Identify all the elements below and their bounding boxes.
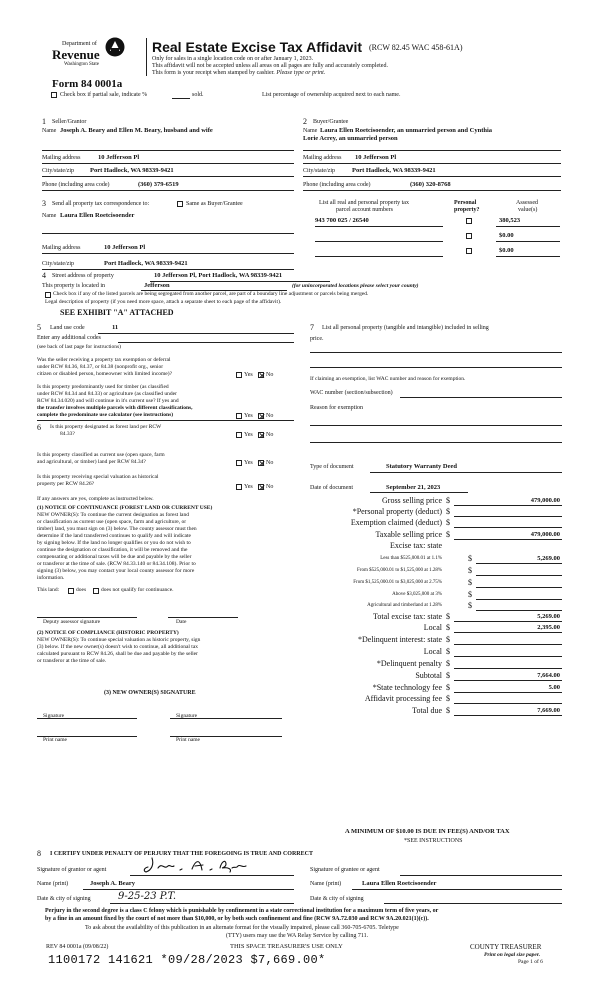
grantor-date-city[interactable]: 9-25-23 P.T. [118,891,177,902]
buyer-rule-3 [303,176,561,177]
tax-row-label: Gross selling price [382,496,442,505]
dollar-sign: $ [468,578,472,587]
tax-row-label: Above $3,025,000 at 3% [392,592,442,597]
parcel-col-header-2b: property? [454,207,480,213]
section-2-number: 2 [303,117,307,126]
parcel-col-header-3b: value(s) [518,207,538,213]
form-rcw: (RCW 82.45 WAC 458-61A) [369,43,463,52]
timber-yes-label: Yes [244,413,253,419]
grantor-handwritten-signature-icon [140,854,250,876]
dollar-sign: $ [446,530,450,539]
dollar-sign: $ [446,635,450,644]
same-as-buyer-label: Same as Buyer/Grantee [186,201,243,207]
land-use-code[interactable]: 11 [112,324,119,331]
grantee-signature-line [400,875,562,876]
reason-rule-1 [310,425,562,426]
tax-row-field-line [454,527,562,528]
historic-notice-text-3: calculated pursuant to RCW 84.26, shall be due and payable by the seller [37,651,198,657]
tax-row-field-line [476,610,562,611]
exemption-question-1a: Was the seller receiving a property tax exemption or deferral [37,357,171,363]
current-use-yes-label: Yes [244,460,253,466]
tax-row-value[interactable]: 479,000.00 [530,531,560,538]
tax-row-field-line [454,668,562,669]
exemption-question-1c: citizen or disabled person, homeowner with limited income)? [37,371,173,377]
section-8-number: 8 [37,849,41,858]
certify-heading: I CERTIFY UNDER PENALTY OF PERJURY THAT THE FOREGOING IS TRUE AND CORRECT [50,851,313,857]
document-date-rule [370,492,468,493]
tax-row-label: From $525,000.01 to $1,525,000 at 1.28% [357,568,442,573]
agency-dept-text: Department of [62,41,97,47]
forest-question-1b: 84.33? [60,431,75,437]
seller-mailing[interactable]: 10 Jefferson Pl [98,154,140,161]
partial-sale-checkbox[interactable] [51,92,57,98]
historic-notice-text-4: or transferor at the time of sale. [37,658,107,664]
form-note-3: This form is your receipt when stamped by cashier. Please type or print. [152,70,326,76]
located-in-county[interactable]: Jefferson [144,282,170,289]
seller-rule-4 [42,190,294,191]
current-use-question-a: Is this property classified as current use (open space, farm [37,452,165,458]
seller-rule-3 [42,176,294,177]
page-number: Page 1 of 6 [518,959,543,965]
wac-number-label: WAC number (section/subsection) [310,390,393,396]
seller-rule-1 [42,150,294,151]
document-date[interactable]: September 21, 2023 [386,484,441,491]
section-5-bottom-rule [37,420,294,421]
exemption-reason-label: Reason for exemption [310,405,363,411]
forest-yes-checkbox[interactable] [236,432,242,438]
buyer-city-label: City/state/zip [303,168,335,174]
continuance-text-3: timber) land, you must sign on (3) below. The county assessor must then [37,526,197,532]
section-7-number: 7 [310,323,314,332]
see-instructions-note: *SEE INSTRUCTIONS [404,838,463,844]
parcel-col-header-1b: parcel account numbers [336,207,393,213]
tax-row-value[interactable]: 5,269.00 [537,613,560,620]
partial-sale-field[interactable] [172,98,190,99]
buyer-city[interactable]: Port Hadlock, WA 98339-9421 [352,167,436,174]
corr-rule-3 [42,269,294,270]
tax-row-label: Local [423,623,442,632]
tax-row-label: Excise tax: state [390,541,442,550]
tax-row-value[interactable]: 479,000.00 [530,497,560,504]
buyer-name-line-2[interactable]: Lorie Acrey, an unmarried person [303,135,398,142]
grantor-date-city-label: Date & city of signing [37,896,91,902]
seller-heading: Seller/Grantor [52,119,87,125]
parcel-col-header-3a: Assessed [516,200,538,206]
street-address-label: Street address of property [52,273,114,279]
continuance-text-9: signing (3) below, you may contact your local county assessor for more [37,568,195,574]
form-note-1: Only for sales in a single location code on or after January 1, 2023. [152,56,314,62]
personal-property-checkbox-1[interactable] [466,218,472,224]
continuance-text-10: information. [37,575,65,581]
exemption-wac-note: If claiming an exemption, list WAC number and reason for exemption. [310,376,466,382]
grantee-printed-name[interactable]: Laura Ellen Roetcisoender [362,880,437,887]
agency-state: Washington State [64,62,100,67]
dollar-sign: $ [446,706,450,715]
tax-row-label: *Delinquent interest: state [358,635,442,644]
tax-row-field-line [454,505,562,506]
section-4-number: 4 [42,271,46,280]
located-in-label: This property is located in [42,283,105,289]
forest-no-checkbox[interactable] [258,432,264,438]
historic-yes-checkbox[interactable] [236,484,242,490]
header-divider [146,38,147,76]
continuance-text-6: continue the designation or classification, it will be removed and the [37,547,188,553]
buyer-name-label: Name [303,128,318,134]
grantee-date-city-label: Date & city of signing [310,896,364,902]
tax-row-value[interactable]: 2,395.00 [537,624,560,631]
additional-codes-rule [118,342,294,343]
current-use-question-b: and agricultural, or timber) land per RCW 84.34? [37,459,146,465]
dollar-sign: $ [446,496,450,505]
seller-city-label: City/state/zip [42,168,74,174]
deputy-date-label: Date [176,619,187,625]
parcel-account-number[interactable]: 943 700 025 / 26540 [315,217,369,224]
personal-property-label-1: List all personal property (tangible and intangible) included in selling [322,325,489,331]
dollar-sign: $ [446,694,450,703]
timber-no-label: No [266,413,274,419]
street-rule [150,281,330,282]
ownership-note: List percentage of ownership acquired next to each name. [262,92,401,98]
timber-question-b: under RCW 84.34 and 84.33) or agriculture (as classified under [37,391,177,397]
parcel-col-header-1a: List all real and personal property tax [319,200,409,206]
assessed-value-1[interactable]: 380,523 [499,217,521,224]
tax-row-field-line [454,632,562,633]
dollar-sign: $ [468,601,472,610]
timber-question-e: complete the predominate use calculator (see instructions) [37,412,174,418]
dollar-sign: $ [446,623,450,632]
correspondence-city-label: City/state/zip [42,261,74,267]
tax-row-label: *Delinquent penalty [376,659,442,668]
historic-question-a: Is this property receiving special valuation as historical [37,474,159,480]
continuance-text-8: or transferor at the time of sale. (RCW 84.33.140 or 84.34.108). Prior to [37,561,196,567]
grantee-name-rule [352,889,562,890]
personal-property-label-2: price. [310,336,324,342]
tax-row-field-line [454,692,562,693]
assessed-rule-2 [496,241,560,242]
correspondence-label: Send all property tax correspondence to: [52,201,150,207]
form-title: Real Estate Excise Tax Affidavit [152,39,363,55]
tax-row-field-line [454,539,562,540]
form-revision: REV 84 0001a (09/08/22) [46,944,109,950]
continuance-text-4: determine if the land transferred continues to qualify and will indicate [37,533,191,539]
section-5-number: 5 [37,323,41,332]
tax-row-field-line [476,587,562,588]
tax-row-label: Total excise tax: state [373,612,442,621]
corr-rule-2 [42,253,294,254]
tax-row-label: Subtotal [415,671,442,680]
form-note-2: This affidavit will not be accepted unless all areas on all pages are fully and accurately completed. [152,63,388,69]
exemption-question-1b: under RCW 84.36, 84.37, or 84.38 (nonprofit org., senior [37,364,164,370]
correspondence-city[interactable]: Port Hadlock, WA 98339-9421 [104,260,188,267]
forest-no-label: No [266,432,274,438]
this-land-label: This land: [37,587,60,593]
buyer-rule-1 [303,150,561,151]
assessed-rule-1 [496,226,560,227]
new-owner-signature-label-1: Signature [43,713,65,719]
continuance-text-7: compensating or additional taxes will be due and payable by the seller [37,554,192,560]
dollar-sign: $ [446,507,450,516]
dollar-sign: $ [446,671,450,680]
buyer-name-line-1[interactable]: Laura Ellen Roetcisoender, an unmarried person and Cynthia [320,127,493,134]
grantor-printed-name[interactable]: Joseph A. Beary [90,880,135,887]
continuance-heading: (1) NOTICE OF CONTINUANCE (FOREST LAND OR CURRENT USE) [37,505,213,511]
tax-row-field-line [454,680,562,681]
buyer-rule-4 [303,190,561,191]
segregated-parcel-label: Check box if any of the listed parcels are being segregated from another parcel, are part of a boundary line adjustment or parcels being merged. [53,291,369,297]
tax-row-field-line [476,599,562,600]
dollar-sign: $ [446,683,450,692]
street-address[interactable]: 10 Jefferson Pl, Port Hadlock, WA 98339-9421 [154,272,283,279]
new-owner-print-label-2: Print name [176,737,200,743]
timber-question-c: RCW 84.34.020) and will continue in it's current use? If yes and [37,398,179,404]
tax-row-value[interactable]: 5.00 [548,684,560,691]
grantor-name-rule [83,889,294,890]
tax-row-label: From $1,525,000.01 to $3,025,000 at 2.75% [353,580,442,585]
personal-property-checkbox-2[interactable] [466,233,472,239]
see-back-note: (see back of last page for instructions) [37,344,121,350]
land-does-checkbox[interactable] [68,588,74,594]
exemption-no-label: No [266,372,274,378]
grantor-signature-line [130,875,294,876]
treasurer-receipt-stamp: 1100172 141621 *09/28/2023 $7,669.00* [48,953,326,967]
continuance-text-5: by signing below. If the land no longer qualifies or you do not wish to [37,540,191,546]
document-type-label: Type of document [310,464,354,470]
historic-notice-text-2: (3) below. If the new owner(s) doesn't wish to continue, all additional tax [37,644,199,650]
reason-rule-2 [310,442,562,443]
tax-row-field-line [454,621,562,622]
legal-description-label: Legal description of property (if you need more space, attach a separate sheet to each page of the affidavit). [45,299,282,305]
timber-question-d: the transfer involves multiple parcels with different classifications, [37,405,193,411]
timber-no-checkbox[interactable] [258,413,264,419]
dollar-sign: $ [446,647,450,656]
dollar-sign: $ [446,612,450,621]
minimum-due-notice: A MINIMUM OF $10.00 IS DUE IN FEE(S) AND/OR TAX [345,828,510,835]
dollar-sign: $ [468,554,472,563]
legal-paper-note: Print on legal size paper. [484,952,541,958]
section-1-number: 1 [42,117,46,126]
deputy-date-line [168,617,238,618]
tax-row-field-line [454,656,562,657]
document-type[interactable]: Statutory Warranty Deed [386,463,458,470]
tax-row-label: *State technology fee [372,683,442,692]
tax-row-label: Affidavit processing fee [364,694,442,703]
assessed-value-2[interactable]: $0.00 [499,232,514,239]
tax-row-label: Agricultural and timberland at 1.28% [367,603,442,608]
alternate-format-note-1: To ask about the availability of this publication in an alternate format for the visually impaired, please call 360-705-6705. Teletype [85,925,399,931]
tax-row-label: *Personal property (deduct) [352,507,442,516]
sold-label: sold. [192,92,204,98]
seller-name[interactable]: Joseph A. Beary and Ellen M. Beary, husband and wife [60,127,213,134]
land-does-label: does [76,587,87,593]
corr-rule-1 [42,233,294,234]
parcel-rule-1 [315,226,443,227]
dollar-sign: $ [446,659,450,668]
buyer-mailing-label: Mailing address [303,155,342,161]
tax-row-field-line [454,516,562,517]
buyer-heading: Buyer/Grantee [313,119,349,125]
tax-row-value[interactable]: 7,669.00 [537,707,560,714]
seller-phone-label: Phone (including area code) [42,182,110,188]
land-use-code-label: Land use code [50,325,85,331]
buyer-rule-2 [303,163,561,164]
correspondence-name-label: Name [42,213,57,219]
same-as-buyer-checkbox[interactable] [177,201,183,207]
tax-row-label: Local [423,647,442,656]
unincorporated-note: (for unincorporated locations please select your county) [292,283,419,289]
personal-property-checkbox-3[interactable] [466,248,472,254]
tax-row-label: Total due [412,706,442,715]
tax-row-field-line [476,575,562,576]
current-use-no-label: No [266,460,274,466]
historic-yes-label: Yes [244,484,253,490]
buyer-mailing[interactable]: 10 Jefferson Pl [355,154,397,161]
personal-rule-1 [310,352,562,353]
current-use-no-checkbox[interactable] [258,460,264,466]
dollar-sign: $ [468,590,472,599]
dollar-sign: $ [446,518,450,527]
parcel-col-header-2a: Personal [454,200,477,206]
historic-notice-text-1: NEW OWNER(S): To continue special valuation as historic property, sign [37,637,201,643]
correspondence-name[interactable]: Laura Ellen Roetcisoender [60,212,135,219]
segregated-parcel-checkbox[interactable] [45,292,51,298]
land-use-rule [98,333,294,334]
seller-city[interactable]: Port Hadlock, WA 98339-9421 [90,167,174,174]
forest-yes-label: Yes [244,432,253,438]
historic-no-checkbox[interactable] [258,484,264,490]
buyer-phone-label: Phone (including area code) [303,182,371,188]
tax-row-field-line [454,703,562,704]
new-owner-signature-heading: (3) NEW OWNER(S) SIGNATURE [104,690,196,696]
tax-row-field-line [476,563,562,564]
dollar-sign: $ [468,566,472,575]
partial-sale-label: Check box if partial sale, indicate % [60,92,148,98]
correspondence-mailing-label: Mailing address [42,245,81,251]
section-6-number: 6 [37,423,41,432]
land-does-not-label: does not qualify for continuance. [101,587,174,593]
grantee-signature-label: Signature of grantee or agent [310,867,380,873]
tax-row-label: Less than $525,000.01 at 1.1% [380,556,442,561]
land-does-not-checkbox[interactable] [93,588,99,594]
new-owner-print-label-1: Print name [43,737,67,743]
legal-description[interactable]: SEE EXHIBIT "A" ATTACHED [60,308,174,317]
personal-rule-2 [310,367,562,368]
parcel-rule-3 [315,256,443,257]
section-3-number: 3 [42,199,46,208]
assessed-rule-3 [496,256,560,257]
document-date-label: Date of document [310,485,353,491]
seller-rule-2 [42,163,294,164]
agency-name: Revenue [52,47,100,62]
historic-no-label: No [266,484,274,490]
deputy-signature-line [37,617,137,618]
tax-row-label: Exemption claimed (deduct) [350,518,442,527]
perjury-notice-1: Perjury in the second degree is a class C felony which is punishable by confinement in a state correctional institution for a maximum term of five years, or [45,908,439,914]
tax-row-value[interactable]: 5,269.00 [537,555,560,562]
county-treasurer-label: COUNTY TREASURER [470,943,542,951]
seller-name-label: Name [42,128,57,134]
historic-question-b: property per RCW 84.26? [37,481,95,487]
buyer-phone[interactable]: (360) 320-8768 [410,181,451,188]
timber-yes-checkbox[interactable] [236,413,242,419]
tax-row-field-line [454,644,562,645]
new-owner-signature-label-2: Signature [176,713,198,719]
correspondence-mailing[interactable]: 10 Jefferson Pl [104,244,146,251]
form-number: Form 84 0001a [52,78,123,90]
grantor-name-print-label: Name (print) [37,881,69,887]
timber-question-a: Is this property predominantly used for timber (as classified [37,384,169,390]
current-use-yes-checkbox[interactable] [236,460,242,466]
tax-row-field-line [454,715,562,716]
assessed-value-3[interactable]: $0.00 [499,247,514,254]
grantor-signature-label: Signature of grantor or agent [37,867,107,873]
deputy-signature-label: Deputy assessor signature [43,619,101,625]
exemption-yes-label: Yes [244,372,253,378]
treasurer-use-label: THIS SPACE TREASURER'S USE ONLY [230,943,343,950]
grantor-date-rule [110,903,294,904]
tax-row-value[interactable]: 7,664.00 [537,672,560,679]
additional-codes-label: Enter any additional codes [37,335,101,341]
exemption-yes-checkbox[interactable] [236,372,242,378]
parcel-rule-2 [315,241,443,242]
historic-notice-heading: (2) NOTICE OF COMPLIANCE (HISTORIC PROPERTY) [37,630,179,636]
tax-row-label: Taxable selling price [375,530,442,539]
if-yes-note: If any answers are yes, complete as instructed below. [37,496,154,502]
wac-number-field [400,397,562,398]
continuance-text-2: or classification as current use (open space, farm and agriculture, or [37,519,187,525]
continuance-text-1: NEW OWNER(S): To continue the current designation as forest land [37,512,189,518]
perjury-notice-2: by a fine in an amount fixed by the court of not more than $10,000, or by both such confinement and fine (RCW 9A.72.030 and RCW 9A.20.021(1)(c)). [45,916,429,922]
seller-phone[interactable]: (360) 379-6519 [138,181,179,188]
revenue-logo-icon [104,36,126,58]
exemption-no-checkbox[interactable] [258,372,264,378]
document-type-rule [370,472,562,473]
forest-question-1a: Is this property designated as forest land per RCW [50,424,162,430]
seller-mailing-label: Mailing address [42,155,81,161]
grantee-name-print-label: Name (print) [310,881,342,887]
alternate-format-note-2: (TTY) users may use the WA Relay Service by calling 711. [226,933,369,939]
grantee-date-rule [384,903,562,904]
